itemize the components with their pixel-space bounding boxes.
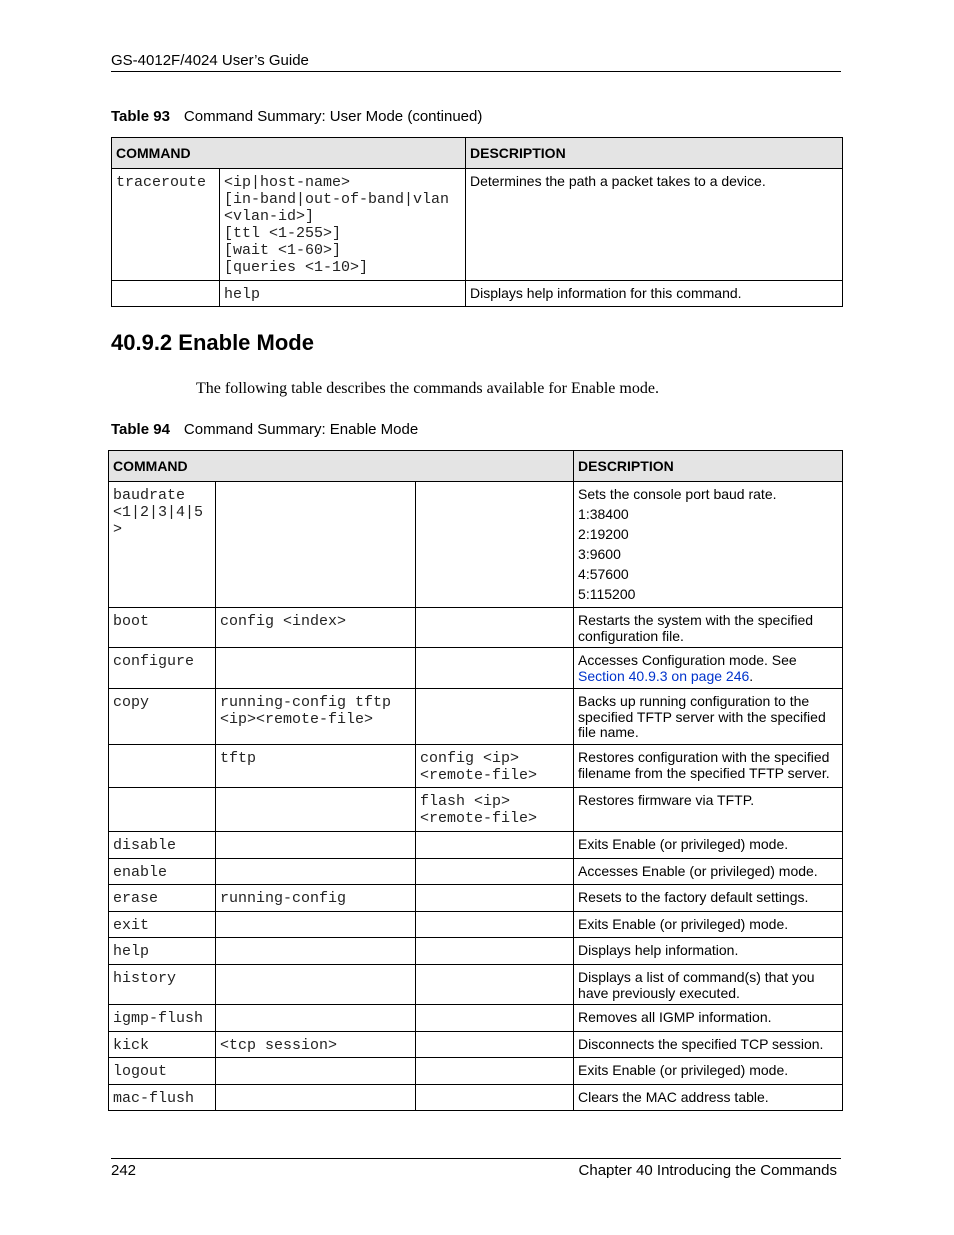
page-number: 242: [111, 1162, 137, 1179]
description-cell: Restarts the system with the specified configuration file.: [574, 608, 843, 648]
table-row: [109, 482, 843, 608]
sub-argument-cell: [416, 938, 574, 965]
description-cell: [574, 482, 843, 608]
table93: [111, 137, 843, 307]
command-cell: [112, 281, 220, 307]
sub-argument-cell: [416, 859, 574, 885]
table-row: [109, 965, 843, 1005]
table-row: [109, 885, 843, 912]
table-row: [112, 281, 843, 307]
description-cell: Backs up running configuration to the specified TFTP server with the specified file name.: [574, 689, 843, 745]
command-cell: [109, 745, 216, 788]
description-cell: Removes all IGMP information.: [574, 1005, 843, 1032]
sub-argument-cell: [416, 885, 574, 912]
table94-header-description: DESCRIPTION: [574, 451, 843, 482]
table-row: [112, 169, 843, 281]
description-cell: Clears the MAC address table.: [574, 1085, 843, 1111]
description-cell: Displays help information.: [574, 938, 843, 965]
table93-header-description: DESCRIPTION: [466, 138, 843, 169]
sub-argument-cell: [416, 648, 574, 689]
command-cell: disable: [109, 832, 216, 859]
command-cell: logout: [109, 1058, 216, 1085]
description-cell: Displays help information for this command.: [466, 281, 843, 307]
description-text: Accesses Configuration mode. See: [578, 652, 797, 668]
table-row: [109, 1085, 843, 1111]
description-cell: Exits Enable (or privileged) mode.: [574, 912, 843, 938]
argument-cell: [216, 788, 416, 832]
table-row: [109, 689, 843, 745]
sub-argument-cell: [416, 1032, 574, 1058]
sub-argument-cell: flash <ip> <remote-file>: [416, 788, 574, 832]
description-cell: Disconnects the specified TCP session.: [574, 1032, 843, 1058]
argument-cell: <tcp session>: [216, 1032, 416, 1058]
header-rule: [111, 71, 841, 72]
description-cell: Accesses Enable (or privileged) mode.: [574, 859, 843, 885]
command-cell: igmp-flush: [109, 1005, 216, 1032]
sub-argument-cell: [416, 1005, 574, 1032]
sub-argument-cell: [416, 608, 574, 648]
command-cell: exit: [109, 912, 216, 938]
table-row: [109, 912, 843, 938]
argument-cell: running-config tftp <ip><remote-file>: [216, 689, 416, 745]
sub-argument-cell: [416, 832, 574, 859]
command-cell: history: [109, 965, 216, 1005]
table-row: [109, 859, 843, 885]
table93-caption-text: Command Summary: User Mode (continued): [183, 108, 483, 125]
description-cell: Restores firmware via TFTP.: [574, 788, 843, 832]
argument-cell: running-config: [216, 885, 416, 912]
argument-cell: [216, 1005, 416, 1032]
running-header: GS-4012F/4024 User’s Guide: [111, 52, 309, 69]
sub-argument-cell: [416, 689, 574, 745]
description-cell: [574, 648, 843, 689]
table93-caption: [111, 108, 482, 125]
table-row: [109, 788, 843, 832]
description-cell: Determines the path a packet takes to a device.: [466, 169, 843, 281]
description-line: 4:57600: [578, 566, 629, 582]
chapter-title: Chapter 40 Introducing the Commands: [578, 1162, 837, 1179]
description-cell: Exits Enable (or privileged) mode.: [574, 1058, 843, 1085]
command-cell: baudrate <1|2|3|4|5 >: [109, 482, 216, 608]
description-cell: Displays a list of command(s) that you have previously executed.: [574, 965, 843, 1005]
description-line: Sets the console port baud rate.: [578, 486, 777, 502]
section-intro: The following table describes the commands available for Enable mode.: [196, 380, 659, 397]
command-cell: configure: [109, 648, 216, 689]
table94: [108, 450, 843, 1111]
description-line: 5:115200: [578, 586, 636, 602]
argument-cell: <ip|host-name> [in-band|out-of-band|vlan <vlan-id>] [ttl <1-255>] [wait <1-60>] [queries <1-10>]: [220, 169, 466, 281]
command-cell: kick: [109, 1032, 216, 1058]
argument-cell: [216, 965, 416, 1005]
description-line: 1:38400: [578, 506, 629, 522]
section-heading: 40.9.2 Enable Mode: [111, 330, 314, 355]
description-cell: Exits Enable (or privileged) mode.: [574, 832, 843, 859]
command-cell: help: [109, 938, 216, 965]
argument-cell: tftp: [216, 745, 416, 788]
sub-argument-cell: config <ip> <remote-file>: [416, 745, 574, 788]
description-cell: Restores configuration with the specified filename from the specified TFTP server.: [574, 745, 843, 788]
sub-argument-cell: [416, 482, 574, 608]
table94-caption-text: Command Summary: Enable Mode: [183, 421, 419, 438]
table93-header-command: COMMAND: [112, 138, 466, 169]
argument-cell: config <index>: [216, 608, 416, 648]
argument-cell: [216, 912, 416, 938]
command-cell: [109, 788, 216, 832]
sub-argument-cell: [416, 1085, 574, 1111]
table-row: [109, 832, 843, 859]
table94-header-command: COMMAND: [109, 451, 574, 482]
footer-rule: [111, 1158, 841, 1159]
sub-argument-cell: [416, 1058, 574, 1085]
table-row: [109, 608, 843, 648]
argument-cell: help: [220, 281, 466, 307]
description-cell: Resets to the factory default settings.: [574, 885, 843, 912]
sub-argument-cell: [416, 965, 574, 1005]
table-row: [109, 745, 843, 788]
table94-caption-label: Table 94: [111, 421, 170, 438]
sub-argument-cell: [416, 912, 574, 938]
command-cell: copy: [109, 689, 216, 745]
argument-cell: [216, 1058, 416, 1085]
table-row: [109, 1005, 843, 1032]
argument-cell: [216, 482, 416, 608]
table-row: [109, 648, 843, 689]
table-row: [109, 938, 843, 965]
table93-caption-label: Table 93: [111, 108, 170, 125]
section-link[interactable]: Section 40.9.3 on page 246: [578, 667, 750, 684]
argument-cell: [216, 859, 416, 885]
argument-cell: [216, 1085, 416, 1111]
table-row: [109, 1058, 843, 1085]
argument-cell: [216, 648, 416, 689]
command-cell: enable: [109, 859, 216, 885]
command-cell: boot: [109, 608, 216, 648]
command-cell: mac-flush: [109, 1085, 216, 1111]
description-line: 2:19200: [578, 526, 629, 542]
description-line: 3:9600: [578, 546, 621, 562]
table94-caption: [111, 421, 418, 438]
description-tail: .: [749, 667, 754, 684]
command-cell: traceroute: [112, 169, 220, 281]
argument-cell: [216, 938, 416, 965]
command-cell: erase: [109, 885, 216, 912]
table-row: [109, 1032, 843, 1058]
argument-cell: [216, 832, 416, 859]
